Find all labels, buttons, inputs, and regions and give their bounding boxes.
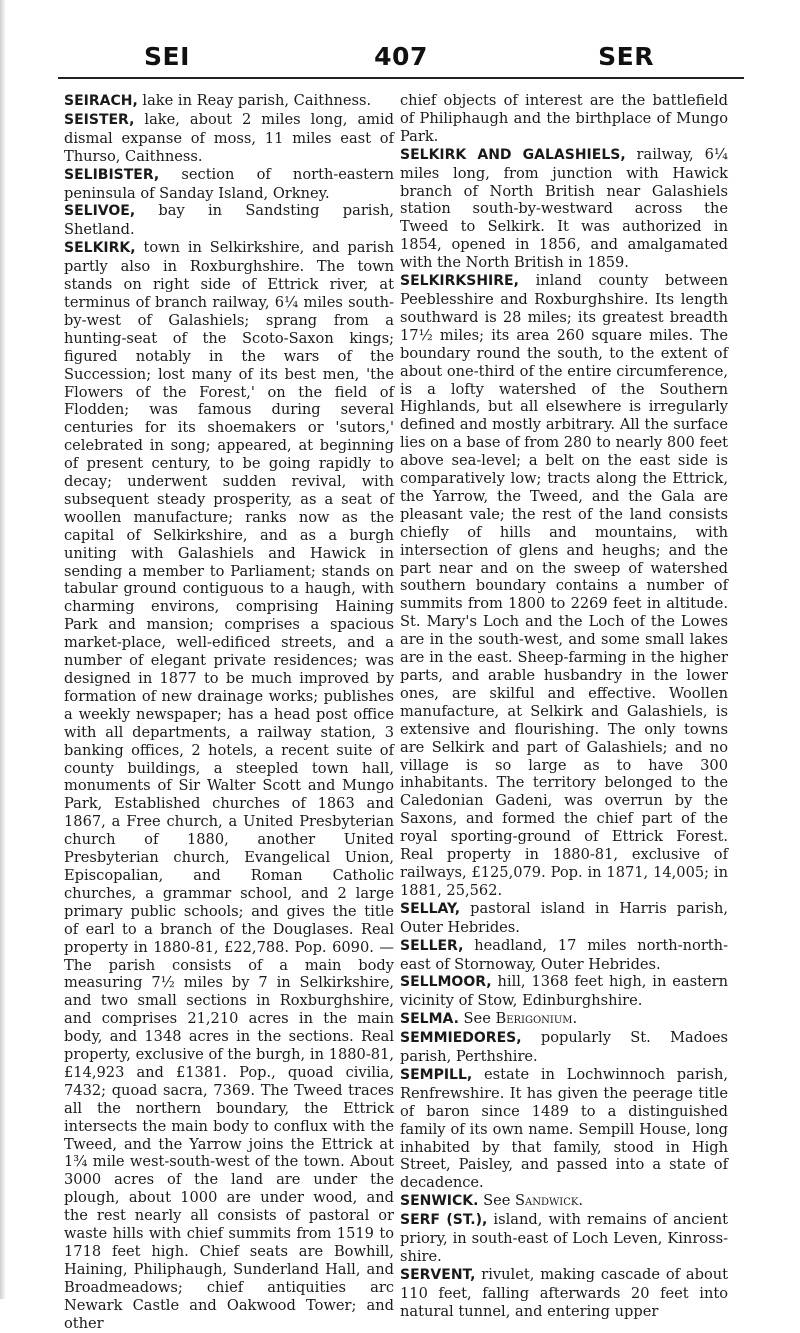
gazetteer-entry bbox=[400, 92, 728, 146]
left-column bbox=[64, 92, 394, 1333]
gazetteer-entry bbox=[400, 1211, 728, 1266]
right-column bbox=[400, 92, 728, 1321]
header-left-guide-word: SEI bbox=[144, 42, 190, 71]
gazetteer-entry bbox=[400, 1192, 728, 1211]
entry-text: section of north-eastern peninsula of Sanday Island, Orkney. bbox=[64, 165, 394, 202]
entry-headword: SENWICK. bbox=[400, 1193, 479, 1210]
entry-headword: SELMA. bbox=[400, 1011, 459, 1028]
entry-headword: SEISTER, bbox=[64, 111, 135, 128]
entry-headword: SELIVOE, bbox=[64, 203, 136, 220]
gazetteer-entry bbox=[400, 1066, 728, 1192]
entry-text: island, with remains of ancient priory, in south-east of Loch Leven, Kinross-shire. bbox=[400, 1211, 728, 1265]
entry-text-tail: . bbox=[572, 1010, 578, 1028]
cross-reference: Sandwick bbox=[515, 1192, 579, 1210]
gazetteer-entry bbox=[64, 166, 394, 203]
page-edge bbox=[0, 0, 6, 1299]
entry-text: rivulet, making cascade of about 110 feet, falling afterwards 20 feet into natural tunnel, and entering upper bbox=[400, 1265, 728, 1320]
gazetteer-entry bbox=[400, 973, 728, 1010]
entry-headword: SELKIRK, bbox=[64, 240, 136, 257]
entry-headword: SEMMIEDORES, bbox=[400, 1030, 522, 1047]
gazetteer-entry bbox=[64, 111, 394, 166]
running-header bbox=[62, 42, 740, 76]
entry-headword: SEMPILL, bbox=[400, 1066, 473, 1083]
entry-text: inland county between Peeblesshire and Roxburghshire. Its length southward is 28 miles; its greatest breadth 17½ miles; its area 260 square miles. The boundary round the south, to the extent of about one-third of the entire circumference, is a lofty watershed of the Southern Highlands, but all elsewhere is irregularly defined and mostly arbitrary. All the surface lies on a base of from 280 to nearly 800 feet above sea-level; a belt on the east side is comparatively low; tracts along the Ettrick, the Yarrow, the Tweed, and the Gala are pleasant vale; the rest of the land consists chiefly of hills and mountains, with intersection of glens and heughs; and the part near and on the sweep of watershed southern boundary contains a number of summits from 1800 to 2269 feet in altitude. St. Mary's Loch and the Loch of the Lowes are in the south-west, and some small lakes are in the east. Sheep-farming in the higher parts, and arable husbandry in the lower ones, are skilful and effective. Woollen manufacture, at Selkirk and Galashiels, is extensive and flourishing. The only towns are Selkirk and part of Galashiels; and no village is so large as to have 300 inhabitants. The territory belonged to the Caledonian Gadeni, was overrun by the Saxons, and formed the chief part of the royal sporting-ground of Ettrick Forest. Real property in 1880-81, exclusive of railways, £125,079. Pop. in 1871, 14,005; in 1881, 25,562. bbox=[400, 272, 728, 899]
entry-text: See bbox=[478, 1192, 516, 1210]
entry-headword: SELIBISTER, bbox=[64, 166, 160, 183]
gazetteer-entry bbox=[400, 1029, 728, 1066]
gazetteer-entry bbox=[64, 202, 394, 239]
cross-reference: Berigonium bbox=[495, 1010, 573, 1028]
entry-headword: SELLAY, bbox=[400, 900, 461, 917]
entry-text: town in Selkirkshire, and parish partly also in Roxburghshire. The town stands on right side of Ettrick river, at terminus of branch railway, 6¼ miles south-by-west of Galashiels; sprang from a hunting-seat of the Scoto-Saxon kings; figured notably in the wars of the Succession; lost many of its best men, 'the Flowers of the Forest,' on the field of Flodden; was famous during several centuries for its shoemakers or 'sutors,' celebrated in song; appeared, at beginning of present century, to be going rapidly to decay; underwent sudden revival, with subsequent steady prosperity, as a seat of woollen manufacture; ranks now as the capital of Selkirkshire, and as a burgh uniting with Galashiels and Hawick in sending a member to Parliament; stands on tabular ground contiguous to a haugh, with charming environs, comprising Haining Park and mansion; comprises a spacious market-place, well-edificed streets, and a number of elegant private residences; was designed in 1877 to be much improved by formation of new drainage works; publishes a weekly newspaper; has a head post office with all departments, a railway station, 3 banking offices, 2 hotels, a recent suite of county buildings, a steepled town hall, monuments of Sir Walter Scott and Mungo Park, Established churches of 1863 and 1867, a Free church, a United Presbyterian church of 1880, another United Presbyterian church, Evangelical Union, Episcopalian, and Roman Catholic churches, a grammar school, and 2 large primary public schools; and gives the title of earl to a branch of the Douglases. Real property in 1880-81, £22,788. Pop. 6090. — The parish consists of a main body measuring 7½ miles by 7 in Selkirkshire, and two small sections in Roxburghshire, and comprises 21,210 acres in the main body, and 1348 acres in the sections. Real property, exclusive of the burgh, in 1880-81, £14,923 and £1381. Pop., quoad civilia, 7432; quoad sacra, 7369. The Tweed traces all the northern boundary, the Ettrick intersects the main body to conflux with the Tweed, and the Yarrow joins the Ettrick at 1¾ mile west-south-west of the town. About 3000 acres of the land are under the plough, about 1000 are under wood, and the rest nearly all consists of pastoral or waste hills with chief summits from 1519 to 1718 feet high. Chief seats are Bowhill, Haining, Philiphaugh, Sunderland Hall, and Broadmeadows; chief antiquities arc Newark Castle and Oakwood Tower; and other bbox=[64, 239, 394, 1332]
gazetteer-entry bbox=[400, 146, 728, 272]
entry-headword: SELKIRK AND GALASHIELS, bbox=[400, 146, 626, 163]
entry-headword: SELLER, bbox=[400, 937, 464, 954]
entry-text: lake in Reay parish, Caithness. bbox=[137, 92, 372, 109]
entry-headword: SERF (ST.), bbox=[400, 1212, 488, 1229]
page-number: 407 bbox=[374, 42, 428, 71]
gazetteer-entry bbox=[64, 92, 394, 111]
entry-text: estate in Lochwinnoch parish, Renfrewshire. It has given the peerage title of baron since 1489 to a distinguished family of its own name. Sempill House, long inhabited by that family, stood in High Street, Paisley, and passed into a state of decadence. bbox=[400, 1065, 728, 1192]
entry-headword: SERVENT, bbox=[400, 1266, 476, 1283]
entry-text: headland, 17 miles north-north-east of Stornoway, Outer Hebrides. bbox=[400, 936, 728, 973]
entry-text-tail: . bbox=[578, 1192, 584, 1210]
entry-text: pastoral island in Harris parish, Outer Hebrides. bbox=[400, 899, 728, 936]
entry-text: bay in Sandsting parish, Shetland. bbox=[64, 202, 394, 239]
gazetteer-entry bbox=[64, 239, 394, 1332]
entry-headword: SELLMOOR, bbox=[400, 974, 492, 991]
gazetteer-entry bbox=[400, 937, 728, 974]
entry-text: lake, about 2 miles long, amid dismal expanse of moss, 11 miles east of Thurso, Caithness. bbox=[64, 110, 394, 165]
entry-headword: SEIRACH, bbox=[64, 93, 138, 109]
entry-text: chief objects of interest are the battlefield of Philiphaugh and the birthplace of Mungo Park. bbox=[400, 92, 728, 145]
entry-text: hill, 1368 feet high, in eastern vicinity of Stow, Edinburghshire. bbox=[400, 973, 728, 1010]
entry-headword: SELKIRKSHIRE, bbox=[400, 273, 519, 290]
gazetteer-entry bbox=[400, 900, 728, 937]
entry-text: popularly St. Madoes parish, Perthshire. bbox=[400, 1029, 728, 1066]
gazetteer-entry bbox=[400, 1010, 728, 1029]
header-right-guide-word: SER bbox=[598, 42, 654, 71]
gazetteer-entry bbox=[400, 1266, 728, 1321]
entry-text: railway, 6¼ miles long, from junction with Hawick branch of North British near Galashiels station south-by-westward across the Tweed to Selkirk. It was authorized in 1854, opened in 1856, and amalgamated with the North British in 1859. bbox=[400, 145, 729, 272]
gazetteer-entry bbox=[400, 272, 728, 900]
header-rule bbox=[58, 77, 744, 79]
entry-text: See bbox=[458, 1010, 496, 1028]
